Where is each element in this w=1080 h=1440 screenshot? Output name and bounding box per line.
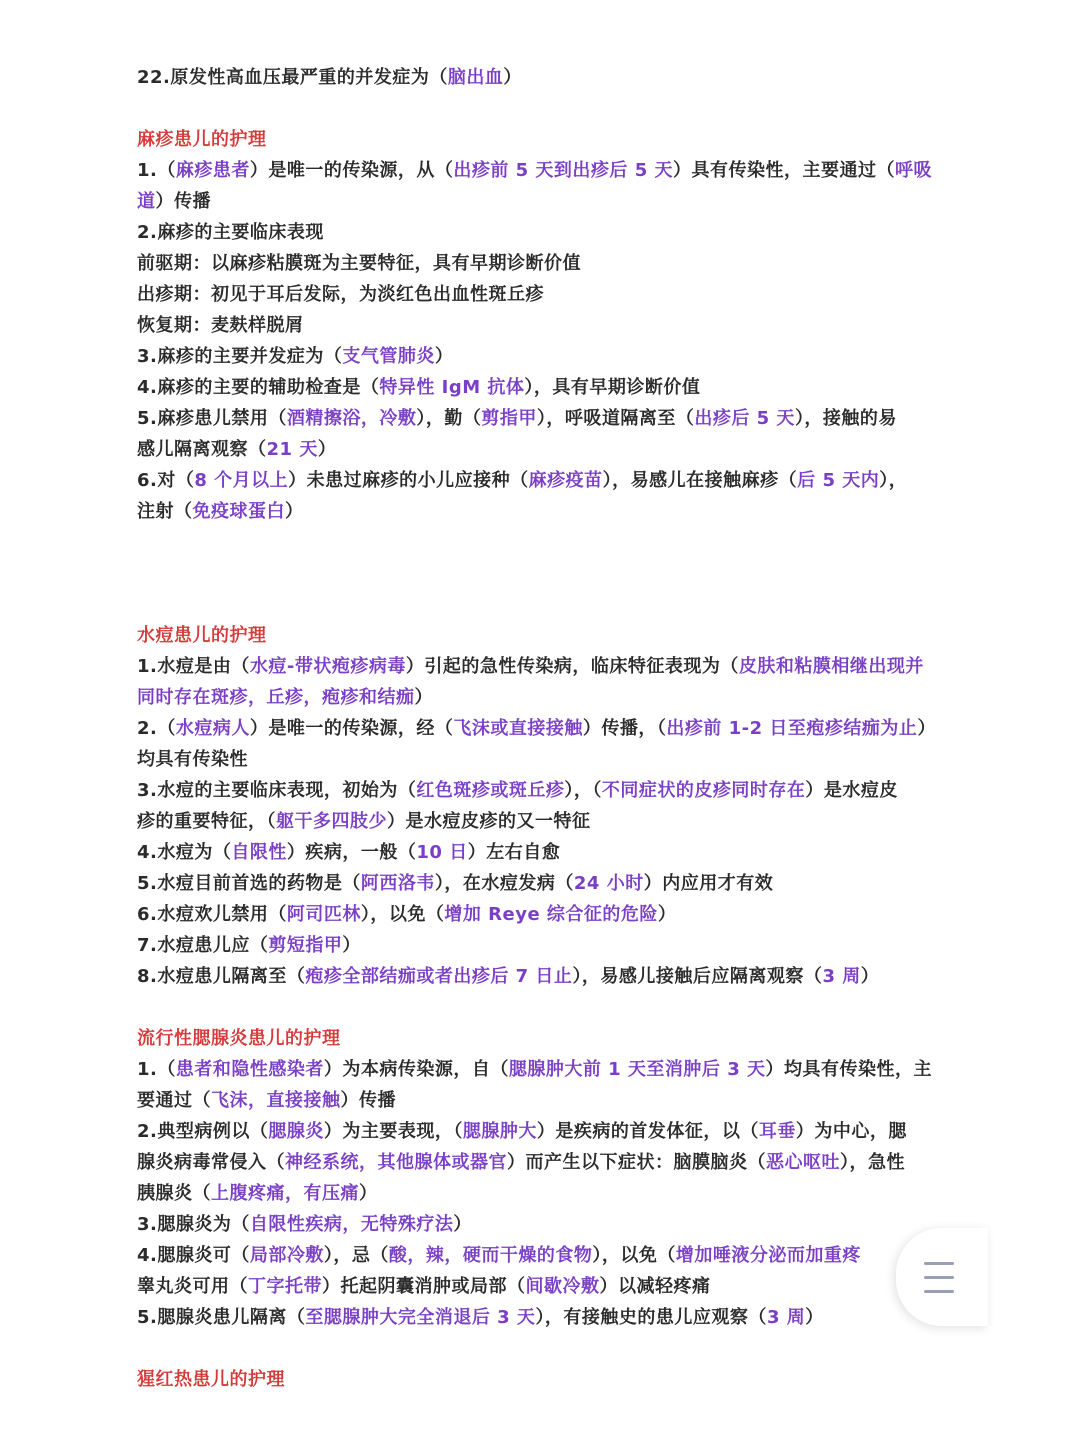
text-line: [137, 403, 967, 434]
text-line: [137, 961, 967, 992]
plain-text: ），接触的易: [794, 408, 897, 429]
plain-text: ）: [317, 439, 337, 460]
text-line: [137, 279, 967, 310]
plain-text: ）: [657, 904, 677, 925]
answer-highlight: 腮腺肿大前 1 天至消肿后 3 天: [508, 1059, 766, 1080]
plain-text: 2.（: [137, 718, 176, 739]
plain-text: ），呼吸道隔离至（: [536, 408, 695, 429]
plain-text: ）为中心，腮: [795, 1121, 907, 1142]
plain-text: 4.水痘为（: [137, 842, 232, 863]
text-line: [137, 713, 967, 744]
text-line: [137, 744, 967, 775]
answer-highlight: 上腹疼痛，有压痛: [211, 1183, 359, 1204]
answer-highlight: 道: [137, 191, 156, 212]
plain-text: ）传播: [340, 1090, 396, 1111]
plain-text: ）是唯一的传染源，经（: [249, 718, 454, 739]
plain-text: 4.麻疹的主要的辅助检查是（: [137, 377, 380, 398]
text-line: [137, 837, 967, 868]
section-heading: 麻疹患儿的护理: [137, 129, 267, 150]
text-line: [137, 1209, 967, 1240]
answer-highlight: 腮腺炎: [268, 1121, 324, 1142]
answer-highlight: 疱疹全部结痂或者出疹后 7 日止: [305, 966, 573, 987]
plain-text: 腺炎病毒常侵入（: [137, 1152, 285, 1173]
plain-text: ）: [860, 966, 880, 987]
plain-text: ）: [285, 501, 304, 522]
plain-text: 前驱期：以麻疹粘膜斑为主要特征，具有早期诊断价值: [137, 253, 581, 274]
plain-text: ）传播: [155, 191, 211, 212]
text-line: [137, 806, 967, 837]
answer-highlight: 恶心呕吐: [766, 1152, 840, 1173]
answer-highlight: 酒精擦浴，冷敷: [286, 408, 417, 429]
text-line: [137, 372, 967, 403]
plain-text: ）: [434, 346, 454, 367]
answer-highlight: 特异性 IgM 抗体: [379, 377, 525, 398]
plain-text: 22.原发性高血压最严重的并发症为（: [137, 67, 448, 88]
plain-text: ）: [917, 718, 936, 739]
plain-text: 2.典型病例以（: [137, 1121, 269, 1142]
answer-highlight: 后 5 天内: [797, 470, 880, 491]
answer-highlight: 水痘-带状疱疹病毒: [249, 656, 406, 677]
text-line: [137, 1271, 967, 1302]
answer-highlight: 麻疹患者: [175, 160, 250, 181]
plain-text: 2.麻疹的主要临床表现: [137, 222, 324, 243]
answer-highlight: 皮肤和粘膜相继出现并: [738, 656, 924, 677]
section-heading: 水痘患儿的护理: [137, 625, 267, 646]
answer-highlight: 24 小时: [573, 873, 644, 894]
blank-line: [137, 93, 967, 124]
section-heading: 猩红热患儿的护理: [137, 1369, 285, 1390]
plain-text: ）为本病传染源，自（: [323, 1059, 509, 1080]
answer-highlight: 呼吸: [895, 160, 932, 181]
answer-highlight: 出疹前 5 天到出疹后 5 天: [453, 160, 673, 181]
plain-text: 要通过（: [137, 1090, 211, 1111]
plain-text: 3.麻疹的主要并发症为（: [137, 346, 343, 367]
text-line: [137, 1178, 967, 1209]
plain-text: ）内应用才有效: [643, 873, 774, 894]
answer-highlight: 同时存在斑疹，丘疹，疱疹和结痂: [137, 687, 415, 708]
plain-text: 6.对（: [137, 470, 195, 491]
plain-text: 7.水痘患儿应（: [137, 935, 269, 956]
plain-text: 胰腺炎（: [137, 1183, 211, 1204]
document-body: [137, 62, 967, 1395]
plain-text: 出疹期：初见于耳后发际，为淡红色出血性斑丘疹: [137, 284, 544, 305]
plain-text: ）是唯一的传染源，从（: [249, 160, 454, 181]
plain-text: ），易感儿在接触麻疹（: [602, 470, 798, 491]
plain-text: 5.麻疹患儿禁用（: [137, 408, 287, 429]
plain-text: ）: [342, 935, 361, 956]
plain-text: ）: [453, 1214, 472, 1235]
text-line: [137, 651, 967, 682]
plain-text: 8.水痘患儿隔离至（: [137, 966, 306, 987]
plain-text: ）引起的急性传染病，临床特征表现为（: [405, 656, 739, 677]
text-line: [137, 775, 967, 806]
text-line: [137, 341, 967, 372]
answer-highlight: 剪短指甲: [268, 935, 343, 956]
text-line: [137, 465, 967, 496]
answer-highlight: 神经系统，其他腺体或器官: [285, 1152, 507, 1173]
plain-text: ），勤（: [416, 408, 482, 429]
answer-highlight: 酸，辣，硬而干燥的食物: [388, 1245, 593, 1266]
plain-text: ）以减轻疼痛: [599, 1276, 711, 1297]
answer-highlight: 剪指甲: [481, 408, 537, 429]
plain-text: ）未患过麻疹的小儿应接种（: [288, 470, 529, 491]
answer-highlight: 间歇冷敷: [525, 1276, 600, 1297]
answer-highlight: 8 个月以上: [194, 470, 289, 491]
answer-highlight: 3 周: [822, 966, 861, 987]
answer-highlight: 患者和隐性感染者: [175, 1059, 324, 1080]
plain-text: ），（: [564, 780, 602, 801]
plain-text: 4.腮腺炎可（: [137, 1245, 250, 1266]
answer-highlight: 阿西洛韦: [360, 873, 435, 894]
plain-text: ）是水痘皮疹的又一特征: [387, 811, 591, 832]
answer-highlight: 自限性疾病，无特殊疗法: [249, 1214, 454, 1235]
plain-text: ）是疾病的首发体征，以（: [536, 1121, 759, 1142]
plain-text: 1.（: [137, 160, 176, 181]
plain-text: ），在水痘发病（: [434, 873, 574, 894]
text-line: [137, 496, 967, 527]
text-line: [137, 1085, 967, 1116]
plain-text: 感儿隔离观察（: [137, 439, 267, 460]
answer-highlight: 水痘病人: [175, 718, 250, 739]
plain-text: ）均具有传染性，主: [765, 1059, 932, 1080]
blank-line: [137, 992, 967, 1023]
plain-text: ），有接触史的患儿应观察（: [535, 1307, 767, 1328]
answer-highlight: 阿司匹林: [286, 904, 361, 925]
text-line: [137, 899, 967, 930]
plain-text: 6.水痘欢儿禁用（: [137, 904, 287, 925]
answer-highlight: 丁字托带: [248, 1276, 322, 1297]
plain-text: ）: [503, 67, 522, 88]
plain-text: ）而产生以下症状：脑膜脑炎（: [507, 1152, 766, 1173]
answer-highlight: 躯干多四肢少: [276, 811, 387, 832]
plain-text: ）托起阴囊消肿或局部（: [322, 1276, 526, 1297]
plain-text: ），忌（: [323, 1245, 389, 1266]
answer-highlight: 自限性: [231, 842, 287, 863]
answer-highlight: 脑出血: [447, 67, 504, 88]
menu-icon: [924, 1276, 954, 1279]
answer-highlight: 至腮腺肿大完全消退后 3 天: [305, 1307, 536, 1328]
text-line: [137, 1054, 967, 1085]
plain-text: ），以免（: [592, 1245, 676, 1266]
answer-highlight: 免疫球蛋白: [192, 501, 285, 522]
text-line: [137, 62, 967, 93]
answer-highlight: 21 天: [266, 439, 318, 460]
answer-highlight: 飞沫，直接接触: [211, 1090, 341, 1111]
text-line: [137, 1116, 967, 1147]
plain-text: 5.腮腺炎患儿隔离（: [137, 1307, 306, 1328]
answer-highlight: 出疹前 1-2 日至疱疹结痂为止: [666, 718, 918, 739]
text-line: [137, 1147, 967, 1178]
plain-text: 均具有传染性: [137, 749, 248, 770]
answer-highlight: 耳垂: [758, 1121, 796, 1142]
answer-highlight: 局部冷敷: [249, 1245, 324, 1266]
plain-text: ）是水痘皮: [805, 780, 898, 801]
plain-text: ）左右自愈: [467, 842, 561, 863]
plain-text: ），: [879, 470, 908, 491]
plain-text: ）: [359, 1183, 378, 1204]
section-heading: 流行性腮腺炎患儿的护理: [137, 1028, 341, 1049]
plain-text: 1.水痘是由（: [137, 656, 250, 677]
plain-text: 3.腮腺炎为（: [137, 1214, 250, 1235]
plain-text: ）具有传染性，主要通过（: [673, 160, 895, 181]
plain-text: ）为主要表现，（: [323, 1121, 463, 1142]
text-line: [137, 248, 967, 279]
text-line: [137, 186, 967, 217]
answer-highlight: 飞沫或直接接触: [453, 718, 583, 739]
plain-text: 3.水痘的主要临床表现，初始为（: [137, 780, 417, 801]
blank-space: [137, 527, 967, 620]
plain-text: ），急性: [840, 1152, 905, 1173]
plain-text: 5.水痘目前首选的药物是（: [137, 873, 361, 894]
answer-highlight: 麻疹疫苗: [528, 470, 603, 491]
menu-icon: [924, 1290, 954, 1293]
menu-icon: [924, 1262, 954, 1265]
answer-highlight: 3 周: [766, 1307, 806, 1328]
plain-text: ），易感儿接触后应隔离观察（: [572, 966, 823, 987]
plain-text: ）: [414, 687, 433, 708]
text-line: [137, 930, 967, 961]
menu-button[interactable]: [896, 1228, 988, 1326]
text-line: [137, 155, 967, 186]
text-line: [137, 217, 967, 248]
plain-text: 注射（: [137, 501, 193, 522]
plain-text: ）传播，（: [582, 718, 667, 739]
text-line: [137, 682, 967, 713]
plain-text: ）: [805, 1307, 824, 1328]
answer-highlight: 增加唾液分泌而加重疼: [675, 1245, 861, 1266]
text-line: [137, 1240, 967, 1271]
text-line: [137, 434, 967, 465]
text-line: [137, 1302, 967, 1333]
blank-line: [137, 1333, 967, 1364]
answer-highlight: 10 日: [416, 842, 468, 863]
answer-highlight: 不同症状的皮疹同时存在: [601, 780, 806, 801]
plain-text: 1.（: [137, 1059, 176, 1080]
text-line: [137, 310, 967, 341]
answer-highlight: 出疹后 5 天: [694, 408, 795, 429]
plain-text: ）疾病，一般（: [286, 842, 417, 863]
plain-text: 恢复期：麦麸样脱屑: [137, 315, 304, 336]
answer-highlight: 支气管肺炎: [342, 346, 435, 367]
answer-highlight: 腮腺肿大: [462, 1121, 537, 1142]
plain-text: 睾丸炎可用（: [137, 1276, 248, 1297]
answer-highlight: 红色斑疹或斑丘疹: [416, 780, 565, 801]
plain-text: ），具有早期诊断价值: [524, 377, 701, 398]
plain-text: ），以免（: [360, 904, 445, 925]
plain-text: 疹的重要特征，（: [137, 811, 276, 832]
answer-highlight: 增加 Reye 综合征的危险: [444, 904, 658, 925]
text-line: [137, 868, 967, 899]
